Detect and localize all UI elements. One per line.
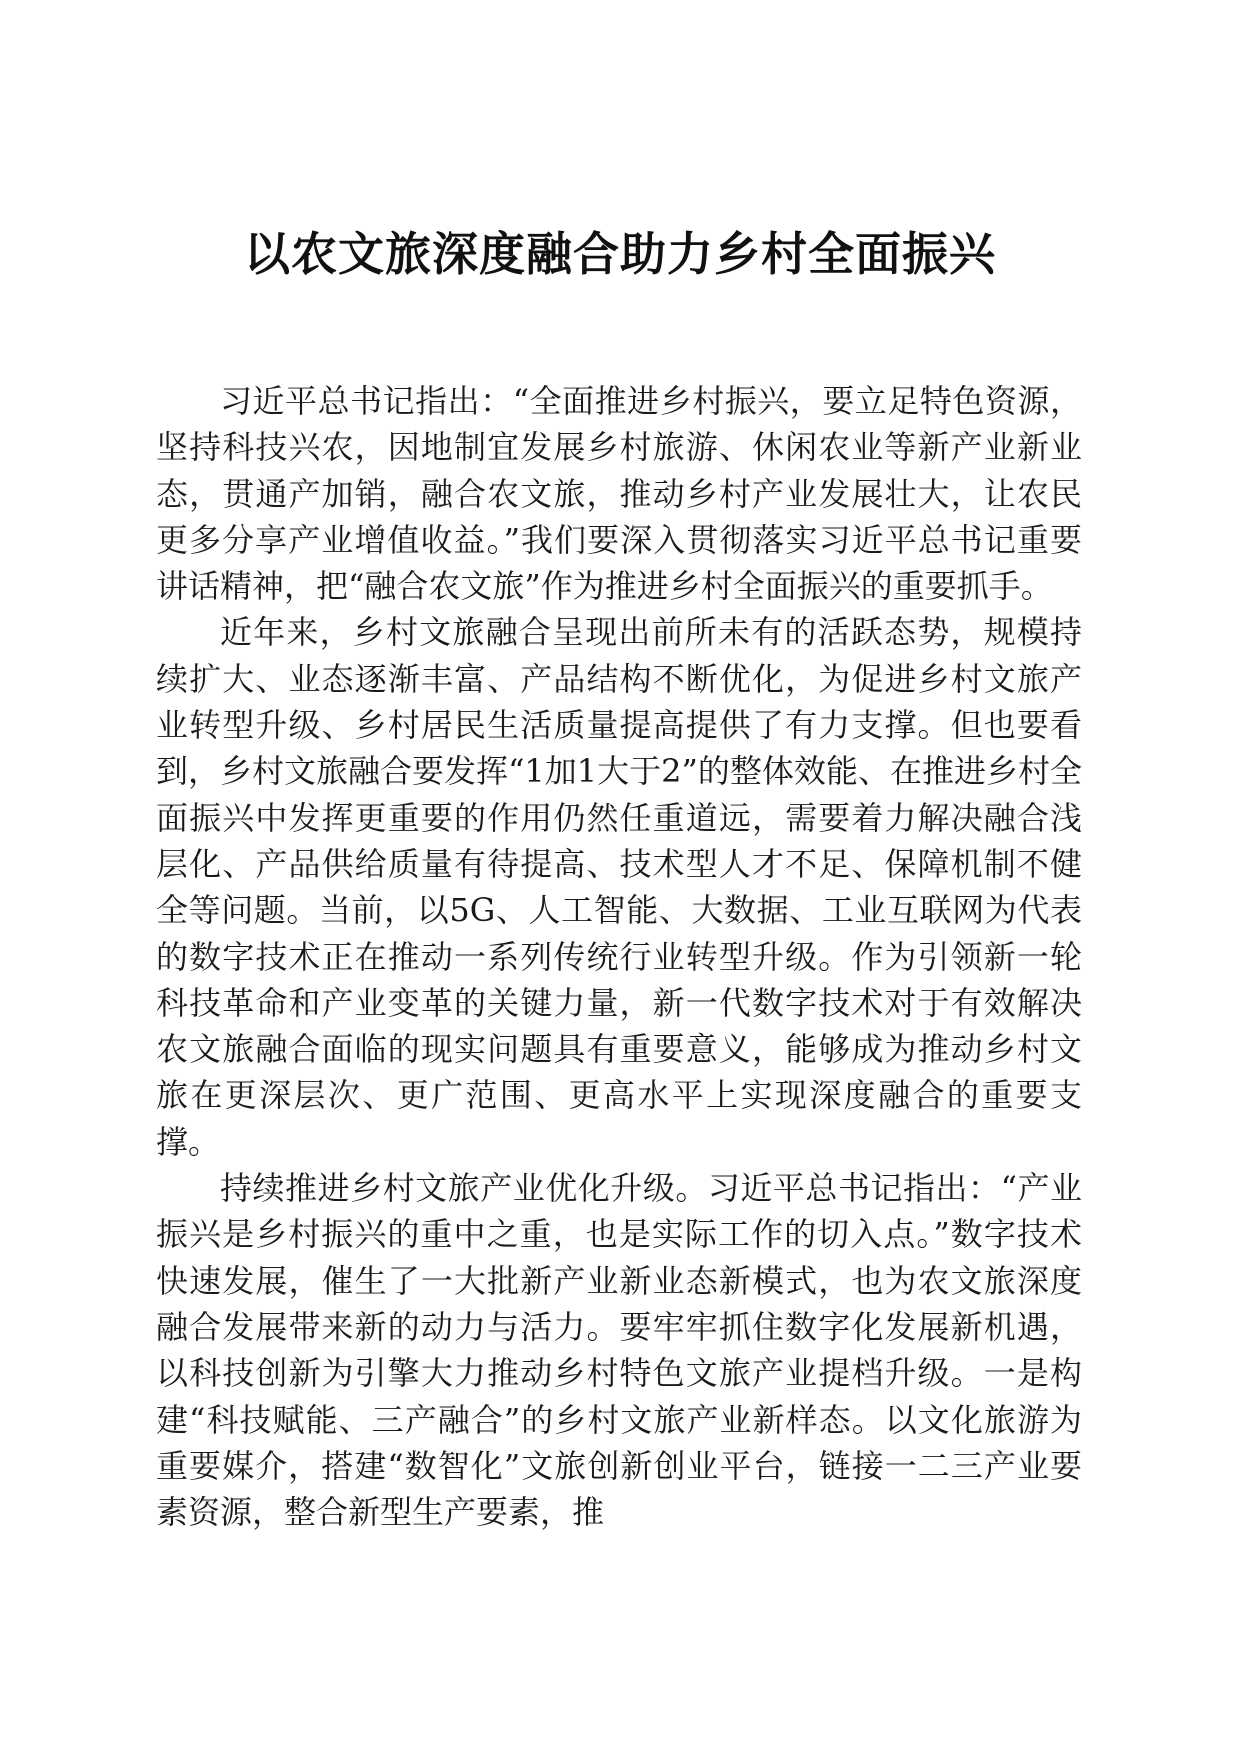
paragraph-1: 习近平总书记指出：“全面推进乡村振兴，要立足特色资源，坚持科技兴农，因地制宜发展乡村旅游、休闲农业等新产业新业态，贯通产加销，融合农文旅，推动乡村产业发展壮大，让农民更多分享产业增值收益。”我们要深入贯彻落实习近平总书记重要讲话精神，把“融合农文旅”作为推进乡村全面振兴的重要抓手。 xyxy=(156,382,1082,606)
document-body xyxy=(156,378,1082,1535)
paragraph-2: 近年来，乡村文旅融合呈现出前所未有的活跃态势，规模持续扩大、业态逐渐丰富、产品结构不断优化，为促进乡村文旅产业转型升级、乡村居民生活质量提高提供了有力支撑。但也要看到，乡村文旅融合要发挥“1加1大于2”的整体效能、在推进乡村全面振兴中发挥更重要的作用仍然任重道远，需要着力解决融合浅层化、产品供给质量有待提高、技术型人才不足、保障机制不健全等问题。当前，以5G、人工智能、大数据、工业互联网为代表的数字技术正在推动一系列传统行业转型升级。作为引领新一轮科技革命和产业变革的关键力量，新一代数字技术对于有效解决农文旅融合面临的现实问题具有重要意义，能够成为推动乡村文旅在更深层次、更广范围、更高水平上实现深度融合的重要支撑。 xyxy=(156,613,1082,1161)
document-title: 以农文旅深度融合助力乡村全面振兴 xyxy=(244,227,996,281)
paragraph-3: 持续推进乡村文旅产业优化升级。习近平总书记指出：“产业振兴是乡村振兴的重中之重，也是实际工作的切入点。”数字技术快速发展，催生了一大批新产业新业态新模式，也为农文旅深度融合发展带来新的动力与活力。要牢牢抓住数字化发展新机遇，以科技创新为引擎大力推动乡村特色文旅产业提档升级。一是构建“科技赋能、三产融合”的乡村文旅产业新样态。以文化旅游为重要媒介，搭建“数智化”文旅创新创业平台，链接一二三产业要素资源，整合新型生产要素，推 xyxy=(156,1169,1082,1532)
